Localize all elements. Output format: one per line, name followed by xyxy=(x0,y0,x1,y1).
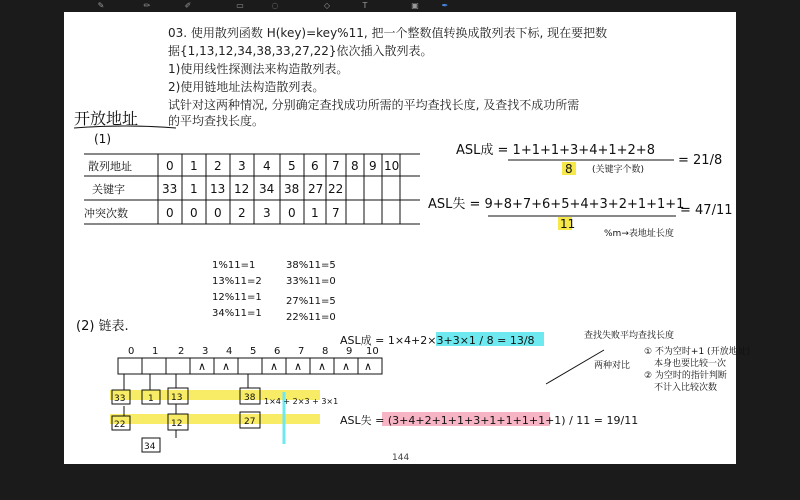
chain-address-row xyxy=(128,346,379,357)
side-note-2: ② 为空时的指针判断 xyxy=(644,371,727,381)
text-icon[interactable]: T xyxy=(362,1,368,10)
key-cell: 12 xyxy=(234,182,250,196)
chain-address: 1 xyxy=(152,346,159,357)
address-cell: 2 xyxy=(214,159,222,173)
chain-address: 4 xyxy=(226,346,233,357)
problem-line-5: 试针对这两种情况, 分别确定查找成功所需的平均查找长度, 及查找不成功所需 xyxy=(168,98,580,112)
asl-success-1-result: = 21/8 xyxy=(678,153,723,168)
address-cell: 3 xyxy=(238,159,246,173)
side-note-1: ① 不为空时+1 (开放地址) xyxy=(644,347,751,357)
asl-success-1: ASL成 = 1+1+1+3+4+1+2+8 xyxy=(456,143,655,158)
key-cell: 34 xyxy=(259,182,275,196)
collision-cell: 1 xyxy=(311,206,319,220)
address-cell: 5 xyxy=(288,159,296,173)
asl-fail-1-result: = 47/11 xyxy=(680,203,733,218)
chain-node-value: 22 xyxy=(114,420,126,430)
chain-node-value: 12 xyxy=(171,419,183,429)
column-count: 1×4 + 2×3 + 3×1 xyxy=(264,397,339,406)
pencil-icon[interactable]: ✏ xyxy=(143,1,151,10)
asl-fail-1-den: 11 xyxy=(560,217,576,231)
mod-right: 22%11=0 xyxy=(286,312,336,323)
open-addressing-title: 开放地址 xyxy=(74,109,139,128)
side-note xyxy=(584,329,750,393)
null-markers xyxy=(198,360,372,373)
pen-icon[interactable]: ✎ xyxy=(97,1,105,10)
mod-left: 34%11=1 xyxy=(212,308,262,319)
null-marker: ∧ xyxy=(318,360,327,373)
problem-line-1: 03. 使用散列函数 H(key)=key%11, 把一个整数值转换成散列表下标, 现在要把数 xyxy=(168,26,608,40)
asl-success-1-den: 8 xyxy=(565,162,573,176)
chain-address: 0 xyxy=(128,346,135,357)
row-header-address: 散列地址 xyxy=(88,160,132,173)
mod-left: 13%11=2 xyxy=(212,276,262,287)
key-row xyxy=(162,182,343,196)
address-cell: 8 xyxy=(351,159,359,173)
chain-address: 3 xyxy=(202,346,209,357)
collision-cell: 0 xyxy=(166,206,174,220)
key-cell: 22 xyxy=(328,182,344,196)
chain-arrows xyxy=(124,374,248,438)
null-marker: ∧ xyxy=(270,360,279,373)
chain-node-value: 1 xyxy=(148,394,154,404)
asl-fail-2: ASL失 = (3+4+2+1+1+3+1+1+1+1+1) / 11 = 19/11 xyxy=(340,414,639,427)
address-cell: 10 xyxy=(384,159,400,173)
mod-right: 38%11=5 xyxy=(286,260,336,271)
chain-node-value: 38 xyxy=(244,393,256,403)
key-cell: 38 xyxy=(284,182,300,196)
asl-fail-1: ASL失 = 9+8+7+6+5+4+3+2+1+1+1 xyxy=(428,197,685,212)
row-header-key: 关键字 xyxy=(92,183,125,196)
address-cell: 1 xyxy=(190,159,198,173)
mod-right: 33%11=0 xyxy=(286,276,336,287)
collision-cell: 0 xyxy=(214,206,222,220)
chain-address: 9 xyxy=(346,346,353,357)
document-page xyxy=(64,12,751,464)
problem-line-2: 据{1,13,12,34,38,33,27,22}依次插入散列表。 xyxy=(168,44,433,58)
side-note-2b: 不计入比较次数 xyxy=(654,383,718,393)
active-pen-icon[interactable]: ✒ xyxy=(441,1,449,10)
null-marker: ∧ xyxy=(364,360,373,373)
key-cell: 27 xyxy=(308,182,324,196)
collision-cell: 2 xyxy=(238,206,246,220)
address-cell: 7 xyxy=(332,159,340,173)
row-header-collisions: 冲突次数 xyxy=(84,207,128,220)
asl-fail-1-den-note: %m→表地址长度 xyxy=(604,229,674,239)
asl-success-2: ASL成 = 1×4+2×3+3×1 / 8 = 13/8 xyxy=(340,334,535,347)
address-cell: 6 xyxy=(311,159,319,173)
marker-icon[interactable]: ✐ xyxy=(184,1,192,10)
collision-cell: 3 xyxy=(263,206,271,220)
chain-address: 10 xyxy=(366,346,379,357)
collision-cell: 7 xyxy=(332,206,340,220)
null-marker: ∧ xyxy=(294,360,303,373)
highlight-row-2 xyxy=(110,414,320,424)
chain-address: 6 xyxy=(274,346,281,357)
problem-line-3: 1)使用线性探测法来构造散列表。 xyxy=(168,62,349,76)
collision-cell: 0 xyxy=(190,206,198,220)
side-note-lead: 两种对比 xyxy=(594,361,631,371)
null-marker: ∧ xyxy=(342,360,351,373)
problem-line-6: 的平均查找长度。 xyxy=(168,114,265,128)
part-1-label: (1) xyxy=(94,132,111,146)
chain-address: 2 xyxy=(178,346,185,357)
mod-calculations xyxy=(212,260,336,323)
part-2-label: (2) 链表. xyxy=(76,319,129,334)
page-number: 144 xyxy=(392,453,410,463)
chain-address: 7 xyxy=(298,346,305,357)
null-marker: ∧ xyxy=(198,360,207,373)
collision-row xyxy=(166,206,340,220)
problem-line-4: 2)使用链地址法构造散列表。 xyxy=(168,80,325,94)
address-cell: 0 xyxy=(166,159,174,173)
address-cell: 9 xyxy=(369,159,377,173)
key-cell: 13 xyxy=(210,182,226,196)
chain-node-value: 13 xyxy=(171,393,183,403)
shapes-icon[interactable]: ◇ xyxy=(323,1,331,10)
handwritten-notes xyxy=(64,12,751,464)
lasso-icon[interactable]: ◌ xyxy=(271,1,279,10)
mod-left: 12%11=1 xyxy=(212,292,262,303)
toolbar xyxy=(0,0,800,12)
null-marker: ∧ xyxy=(222,360,231,373)
side-note-1b: 本身也要比较一次 xyxy=(654,359,727,369)
chain-node-value: 27 xyxy=(244,417,256,427)
image-icon[interactable]: ▣ xyxy=(411,1,419,10)
side-note-head: 查找失败平均查找长度 xyxy=(584,331,675,341)
mod-right: 27%11=5 xyxy=(286,296,336,307)
collision-cell: 0 xyxy=(288,206,296,220)
chain-address: 5 xyxy=(250,346,257,357)
key-cell: 1 xyxy=(190,182,198,196)
key-cell: 33 xyxy=(162,182,178,196)
chain-address: 8 xyxy=(322,346,329,357)
address-cell: 4 xyxy=(263,159,271,173)
mod-left: 1%11=1 xyxy=(212,260,256,271)
chain-node-value: 34 xyxy=(144,442,156,452)
chain-node-value: 33 xyxy=(114,394,126,404)
bottom-bar xyxy=(0,464,800,500)
asl-success-1-den-note: (关键字个数) xyxy=(592,165,645,175)
eraser-icon[interactable]: ▭ xyxy=(236,1,244,10)
